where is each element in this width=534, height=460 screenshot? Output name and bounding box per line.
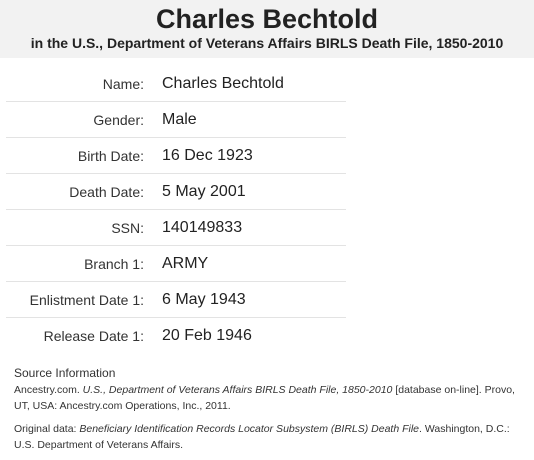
citation-title: U.S., Department of Veterans Affairs BIRLS Death File, 1850-2010 xyxy=(82,384,393,396)
page-title: Charles Bechtold xyxy=(155,4,379,34)
field-value: 20 Feb 1946 xyxy=(162,326,252,344)
original-prefix: Original data: xyxy=(14,423,77,435)
field-value: 16 Dec 1923 xyxy=(162,146,253,164)
field-label: Gender: xyxy=(93,111,144,128)
field-row-enlistment-date xyxy=(6,282,346,318)
field-label: Name: xyxy=(102,75,144,92)
collection-subtitle: in the U.S., Department of Veterans Affairs BIRLS Death File, 1850-2010 xyxy=(30,35,504,51)
field-value: 5 May 2001 xyxy=(162,182,246,200)
field-value: 140149833 xyxy=(162,218,243,236)
field-label: Branch 1: xyxy=(84,255,144,272)
field-value: Charles Bechtold xyxy=(162,74,284,92)
field-row-gender xyxy=(6,102,346,138)
field-row-ssn xyxy=(6,210,346,246)
field-row-death-date xyxy=(6,174,346,210)
record-header xyxy=(0,0,534,58)
source-citation xyxy=(14,382,520,414)
field-row-branch xyxy=(6,246,346,282)
field-row-name xyxy=(6,66,346,102)
original-suffix: . Washington, D.C.: U.S. Department of Veterans Affairs. xyxy=(14,423,510,451)
citation-prefix: Ancestry.com. xyxy=(14,384,80,396)
source-information xyxy=(14,365,520,453)
original-title: Beneficiary Identification Records Locator Subsystem (BIRLS) Death File xyxy=(79,423,420,435)
original-data-citation xyxy=(14,421,520,453)
field-label: Release Date 1: xyxy=(43,327,144,344)
record-fields xyxy=(6,66,346,353)
field-label: Birth Date: xyxy=(77,147,144,164)
field-label: Death Date: xyxy=(69,183,144,200)
citation-suffix: [database on-line]. Provo, UT, USA: Ancestry.com Operations, Inc., 2011. xyxy=(14,384,515,412)
field-label: Enlistment Date 1: xyxy=(29,291,144,308)
field-label: SSN: xyxy=(111,219,144,236)
field-value: ARMY xyxy=(162,254,209,272)
source-heading: Source Information xyxy=(14,366,116,380)
field-row-release-date xyxy=(6,318,346,353)
field-row-birth-date xyxy=(6,138,346,174)
field-value: 6 May 1943 xyxy=(162,290,246,308)
field-value: Male xyxy=(162,110,197,128)
